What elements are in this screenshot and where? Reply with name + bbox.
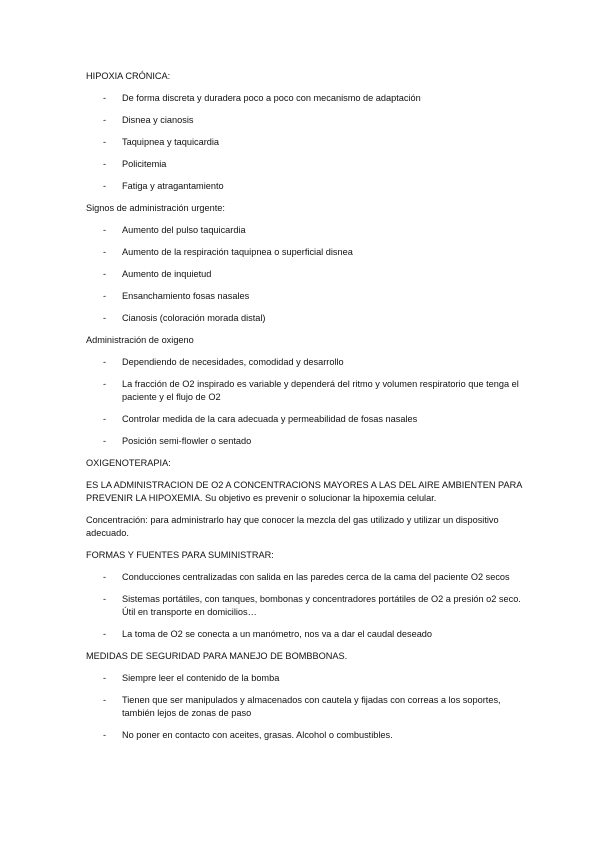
dash-marker: - xyxy=(103,357,107,367)
section-heading: Signos de administración urgente: xyxy=(86,203,225,213)
list-item-text: Aumento del pulso taquicardia xyxy=(122,225,246,235)
dash-marker: - xyxy=(103,695,107,705)
dash-marker: - xyxy=(103,594,107,604)
list-item-text: Fatiga y atragantamiento xyxy=(122,181,224,191)
dash-marker: - xyxy=(103,115,107,125)
document-body xyxy=(86,70,526,751)
dash-marker: - xyxy=(103,730,107,740)
list-item-text: Conducciones centralizadas con salida en las paredes cerca de la cama del paciente O2 secos xyxy=(122,572,510,582)
list-item xyxy=(86,224,526,237)
list-item xyxy=(86,378,526,404)
list-item xyxy=(86,571,526,584)
medidas-heading: MEDIDAS DE SEGURIDAD PARA MANEJO DE BOMBBONAS. xyxy=(86,651,348,661)
dash-marker: - xyxy=(103,313,107,323)
concentracion-paragraph: Concentración: para administrarlo hay que conocer la mezcla del gas utilizado y utilizar un dispositivo adecuado. xyxy=(86,515,499,538)
list-item xyxy=(86,356,526,369)
list-item xyxy=(86,268,526,281)
list-item-text: No poner en contacto con aceites, grasas. Alcohol o combustibles. xyxy=(122,730,393,740)
dash-marker: - xyxy=(103,436,107,446)
list-item xyxy=(86,136,526,149)
list-item-text: Sistemas portátiles, con tanques, bombonas y concentradores portátiles de O2 a presión o2 seco. Útil en transporte en domicilios… xyxy=(122,594,521,617)
dash-marker: - xyxy=(103,159,107,169)
section-heading: Administración de oxigeno xyxy=(86,335,194,345)
list-item xyxy=(86,628,526,641)
list-item-text: Siempre leer el contenido de la bomba xyxy=(122,673,280,683)
list-item xyxy=(86,158,526,171)
list-item xyxy=(86,246,526,259)
list-item xyxy=(86,180,526,193)
list-item-text: Aumento de la respiración taquipnea o superficial disnea xyxy=(122,247,353,257)
bullet-list xyxy=(86,356,526,448)
list-item xyxy=(86,729,526,742)
dash-marker: - xyxy=(103,379,107,389)
list-item-text: Taquipnea y taquicardia xyxy=(122,137,220,147)
oxigenoterapia-definition: ES LA ADMINISTRACION DE O2 A CONCENTRACIONS MAYORES A LAS DEL AIRE AMBIENTEN PARA PREVENIR LA HIPOXEMIA. Su objetivo es prevenir o solucionar la hipoxemia celular. xyxy=(86,480,522,503)
dash-marker: - xyxy=(103,414,107,424)
list-item xyxy=(86,672,526,685)
list-item xyxy=(86,413,526,426)
list-item-text: Disnea y cianosis xyxy=(122,115,194,125)
list-item-text: Posición semi-flowler o sentado xyxy=(122,436,252,446)
bullet-list xyxy=(86,92,526,193)
list-item xyxy=(86,694,526,720)
formas-heading: FORMAS Y FUENTES PARA SUMINISTRAR: xyxy=(86,550,274,560)
dash-marker: - xyxy=(103,181,107,191)
list-item-text: La fracción de O2 inspirado es variable y dependerá del ritmo y volumen respiratorio que tenga el paciente y el flujo de O2 xyxy=(122,379,519,402)
section-heading: HIPOXIA CRÓNICA: xyxy=(86,71,171,81)
list-item-text: La toma de O2 se conecta a un manómetro, nos va a dar el caudal deseado xyxy=(122,629,433,639)
dash-marker: - xyxy=(103,137,107,147)
dash-marker: - xyxy=(103,247,107,257)
list-item xyxy=(86,312,526,325)
dash-marker: - xyxy=(103,225,107,235)
dash-marker: - xyxy=(103,572,107,582)
dash-marker: - xyxy=(103,673,107,683)
list-item xyxy=(86,593,526,619)
list-item xyxy=(86,92,526,105)
list-item-text: Dependiendo de necesidades, comodidad y desarrollo xyxy=(122,357,344,367)
bullet-list xyxy=(86,571,526,641)
list-item-text: Aumento de inquietud xyxy=(122,269,212,279)
dash-marker: - xyxy=(103,93,107,103)
list-item-text: Controlar medida de la cara adecuada y permeabilidad de fosas nasales xyxy=(122,414,418,424)
list-item xyxy=(86,114,526,127)
list-item-text: Ensanchamiento fosas nasales xyxy=(122,291,250,301)
list-item-text: Policitemia xyxy=(122,159,167,169)
list-item-text: De forma discreta y duradera poco a poco con mecanismo de adaptación xyxy=(122,93,421,103)
dash-marker: - xyxy=(103,291,107,301)
list-item-text: Tienen que ser manipulados y almacenados con cautela y fijadas con correas a los soportes, también lejos de zonas de paso xyxy=(122,695,501,718)
dash-marker: - xyxy=(103,269,107,279)
bullet-list xyxy=(86,224,526,325)
bullet-list xyxy=(86,672,526,742)
list-item xyxy=(86,290,526,303)
dash-marker: - xyxy=(103,629,107,639)
list-item xyxy=(86,435,526,448)
oxigenoterapia-heading: OXIGENOTERAPIA: xyxy=(86,458,171,468)
list-item-text: Cianosis (coloración morada distal) xyxy=(122,313,266,323)
